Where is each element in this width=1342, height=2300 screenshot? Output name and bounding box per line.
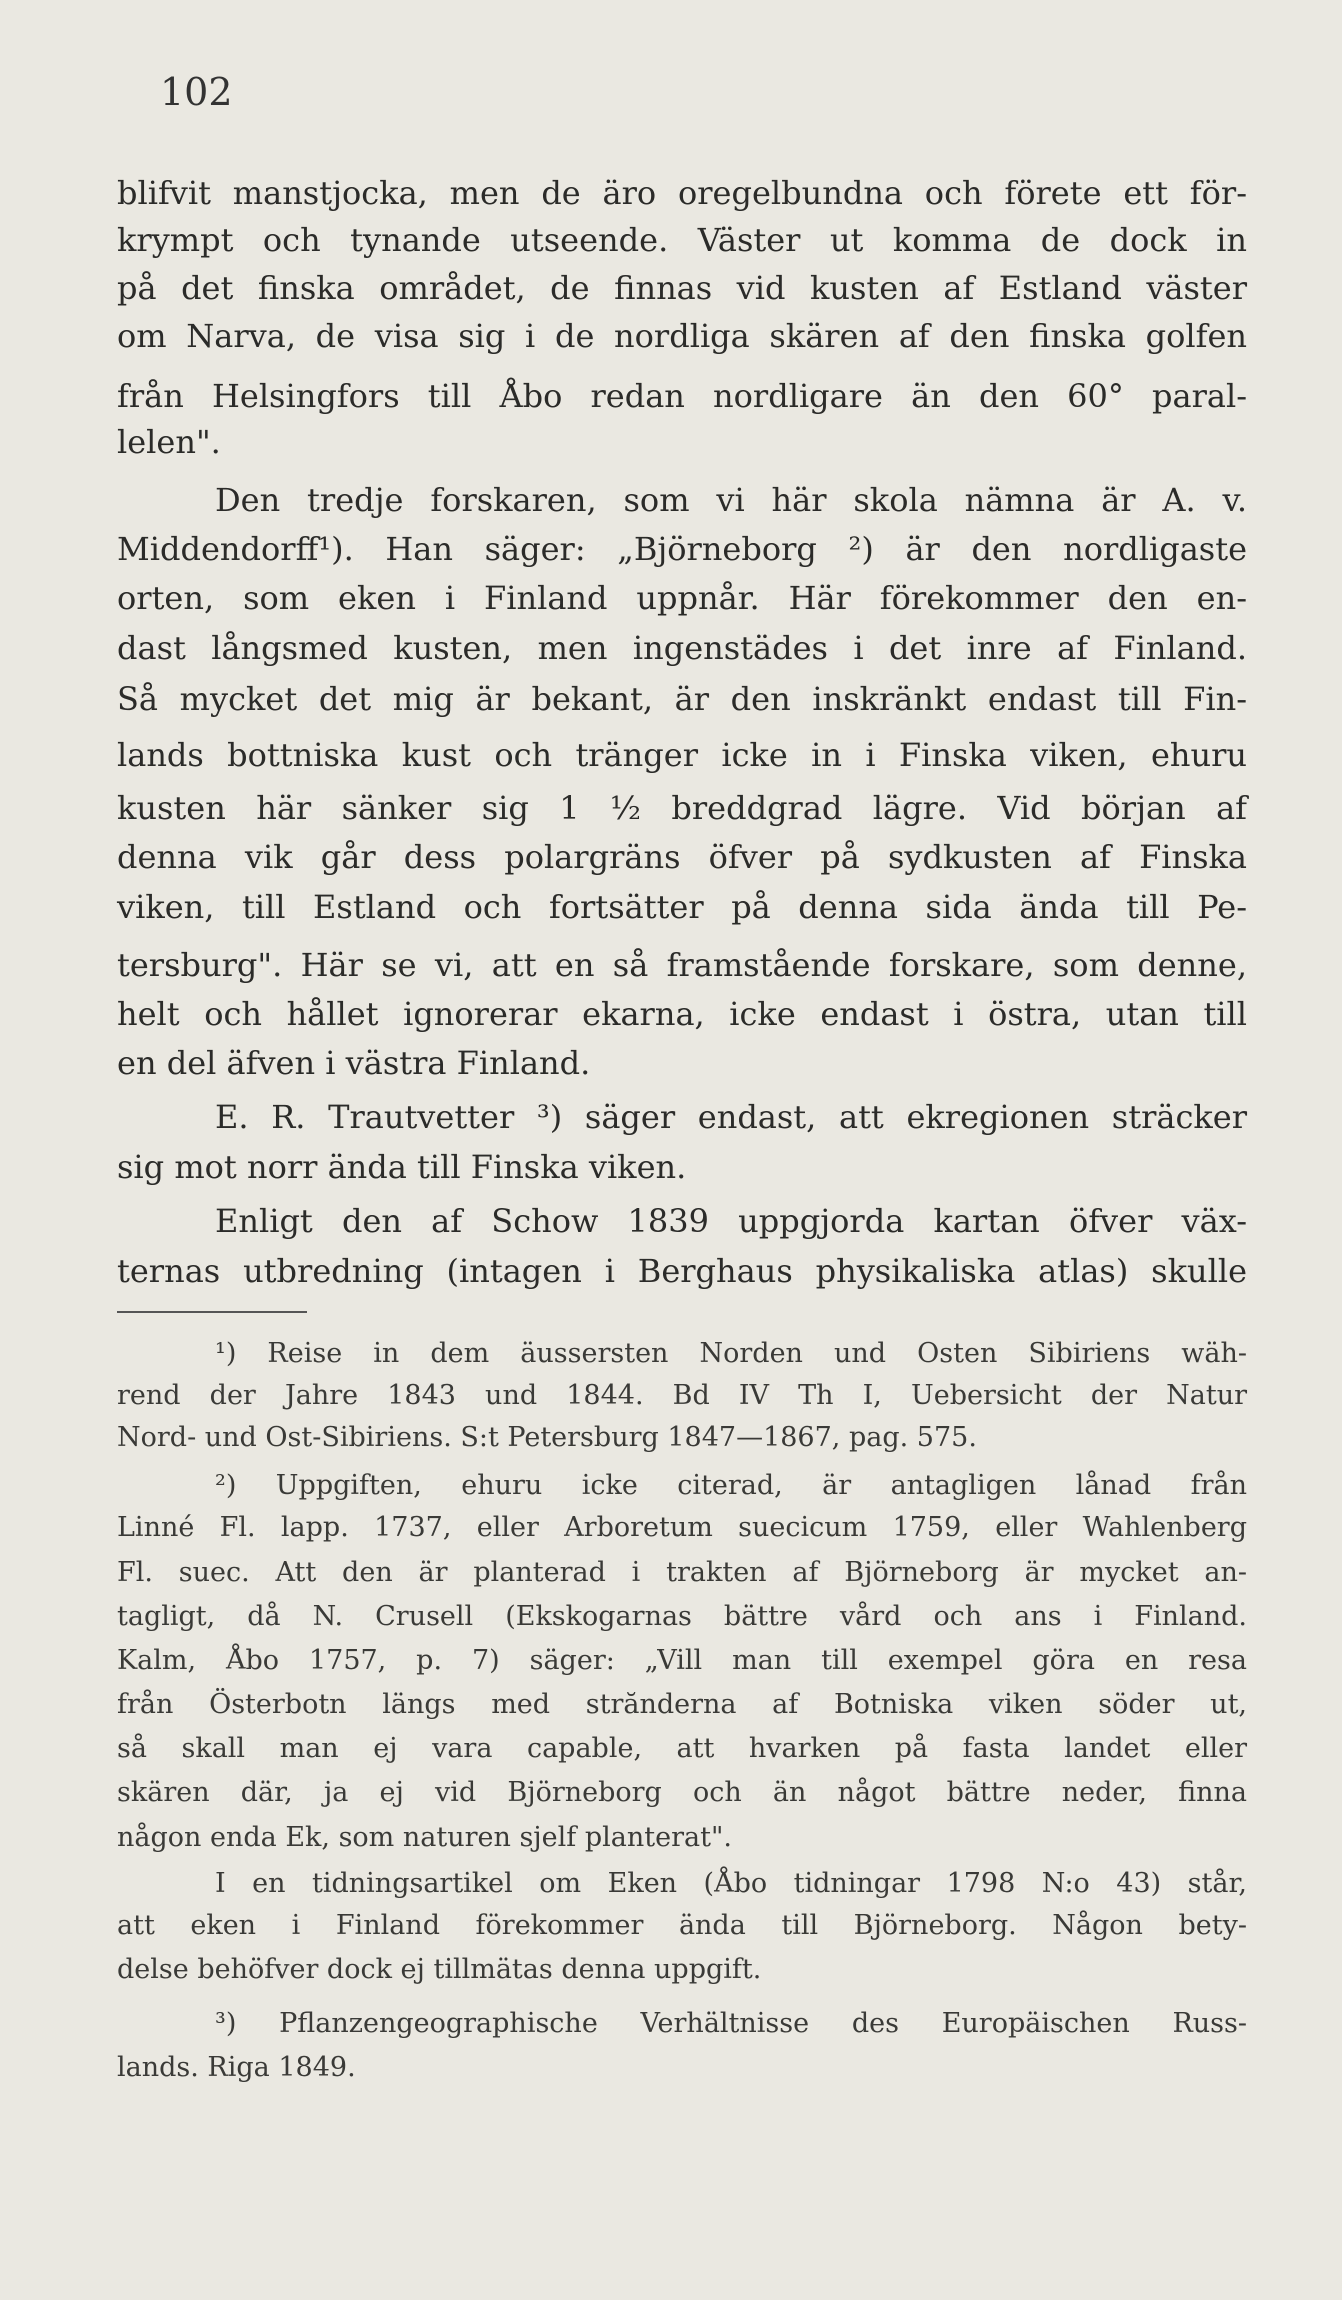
body-line: Så mycket det mig är bekant, är den inskränkt endast till Fin- <box>117 680 1247 718</box>
page-number: 102 <box>160 70 233 114</box>
body-line: på det finska området, de finnas vid kusten af Estland väster <box>117 269 1247 307</box>
body-line: viken, till Estland och fortsätter på denna sida ända till Pe- <box>117 888 1247 926</box>
body-line: ternas utbredning (intagen i Berghaus physikaliska atlas) skulle <box>117 1252 1247 1290</box>
footnote-line: att eken i Finland förekommer ända till Björneborg. Någon bety- <box>117 1910 1247 1941</box>
body-line: om Narva, de visa sig i de nordliga skären af den finska golfen <box>117 317 1247 355</box>
body-line: lelen". <box>117 423 221 461</box>
footnote-line: Fl. suec. Att den är planterad i trakten af Björneborg är mycket an- <box>117 1557 1247 1588</box>
body-line: lands bottniska kust och tränger icke in i Finska viken, ehuru <box>117 736 1247 774</box>
footnote-line: tagligt, då N. Crusell (Ekskogarnas bättre vård och ans i Finland. <box>117 1601 1247 1632</box>
footnote-line: delse behöfver dock ej tillmätas denna uppgift. <box>117 1954 762 1985</box>
footnote-line: Linné Fl. lapp. 1737, eller Arboretum suecicum 1759, eller Wahlenberg <box>117 1512 1247 1543</box>
body-line: helt och hållet ignorerar ekarna, icke endast i östra, utan till <box>117 995 1247 1033</box>
footnote-line: från Österbotn längs med strănderna af Botniska viken söder ut, <box>117 1689 1247 1720</box>
footnote-line: skären där, ja ej vid Björneborg och än något bättre neder, finna <box>117 1777 1247 1808</box>
footnote-line: I en tidningsartikel om Eken (Åbo tidningar 1798 N:o 43) står, <box>215 1868 1247 1899</box>
footnote-line: så skall man ej vara capable, att hvarken på fasta landet eller <box>117 1733 1247 1764</box>
footnote-line: lands. Riga 1849. <box>117 2052 356 2083</box>
footnote-line: någon enda Ek, som naturen sjelf planterat". <box>117 1822 732 1853</box>
body-line: E. R. Trautvetter ³) säger endast, att ekregionen sträcker <box>215 1098 1247 1136</box>
body-line: denna vik går dess polargräns öfver på sydkusten af Finska <box>117 838 1247 876</box>
body-line: krympt och tynande utseende. Väster ut komma de dock in <box>117 221 1247 259</box>
body-line: tersburg". Här se vi, att en så framstående forskare, som denne, <box>117 946 1247 984</box>
body-line: sig mot norr ända till Finska viken. <box>117 1148 687 1186</box>
footnote-divider <box>117 1311 307 1313</box>
body-line: Middendorff¹). Han säger: „Björneborg ²) är den nordligaste <box>117 530 1247 568</box>
body-line: blifvit manstjocka, men de äro oregelbundna och förete ett för- <box>117 174 1247 212</box>
footnote-line: ³) Pflanzengeographische Verhältnisse des Europäischen Russ- <box>215 2008 1247 2039</box>
body-line: dast långsmed kusten, men ingenstädes i det inre af Finland. <box>117 629 1247 667</box>
body-line: kusten här sänker sig 1 ½ breddgrad lägre. Vid början af <box>117 789 1247 827</box>
footnote-line: Nord- und Ost-Sibiriens. S:t Petersburg 1847—1867, pag. 575. <box>117 1422 977 1453</box>
body-line: Enligt den af Schow 1839 uppgjorda kartan öfver väx- <box>215 1202 1247 1240</box>
footnote-line: ¹) Reise in dem äussersten Norden und Osten Sibiriens wäh- <box>215 1338 1247 1369</box>
footnote-line: ²) Uppgiften, ehuru icke citerad, är antagligen lånad från <box>215 1470 1247 1501</box>
footnote-line: rend der Jahre 1843 und 1844. Bd IV Th I, Uebersicht der Natur <box>117 1380 1247 1411</box>
body-line: orten, som eken i Finland uppnår. Här förekommer den en- <box>117 579 1247 617</box>
body-line: från Helsingfors till Åbo redan nordligare än den 60° paral- <box>117 377 1247 415</box>
body-line: Den tredje forskaren, som vi här skola nämna är A. v. <box>215 481 1247 519</box>
body-line: en del äfven i västra Finland. <box>117 1044 591 1082</box>
footnote-line: Kalm, Åbo 1757, p. 7) säger: „Vill man till exempel göra en resa <box>117 1645 1247 1676</box>
